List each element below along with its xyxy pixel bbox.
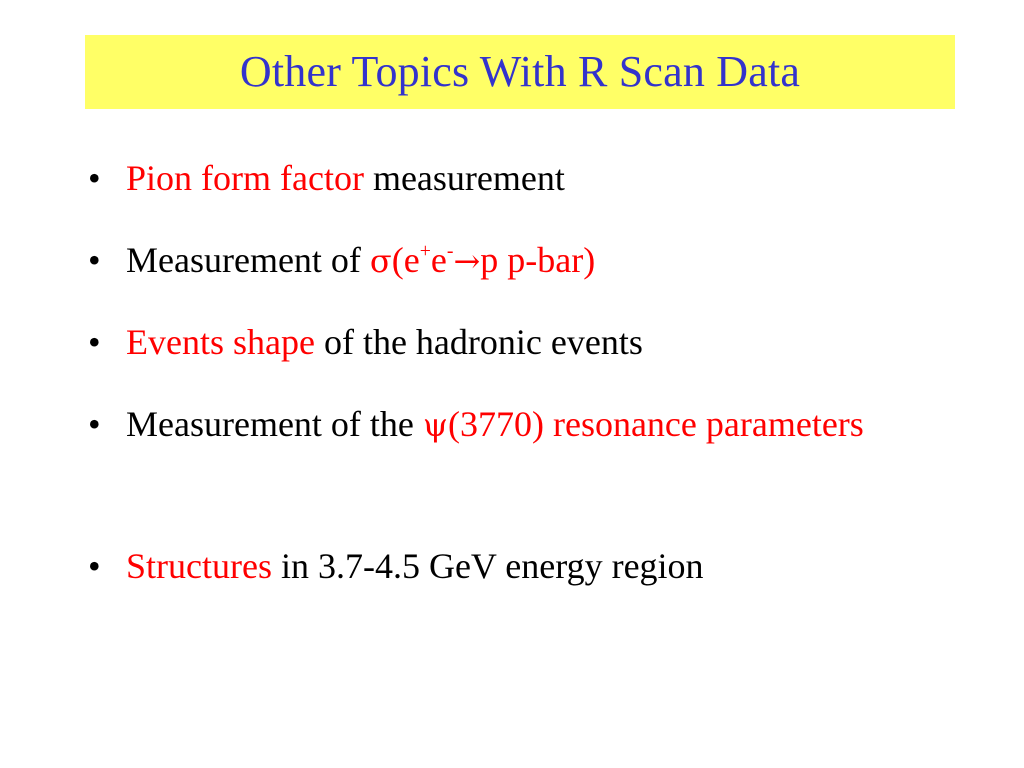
plain-text: measurement [363,158,565,198]
plain-text: of the hadronic events [314,322,643,362]
plain-text: Measurement of the [126,404,423,444]
plain-text: in 3.7-4.5 GeV energy region [271,546,704,586]
highlight-text: Pion form factor [126,158,364,198]
highlight-text: (3770) resonance parameters [448,404,864,444]
bullet-text [126,544,886,588]
psi-symbol: ψ [422,406,448,444]
bullet-glyph: • [88,322,101,362]
bullet-glyph: • [88,158,101,198]
bullet-glyph: • [88,240,101,280]
bullet-text [126,238,886,283]
formula-part: p p-bar) [480,240,596,280]
highlight-text: Structures [126,546,272,586]
superscript-plus: + [419,240,431,263]
highlight-text: Events shape [126,322,315,362]
bullet-text [126,156,886,200]
bullet-text [126,320,886,364]
plain-text: Measurement of [126,240,370,280]
arrow-symbol: → [453,242,481,280]
superscript-minus: - [446,240,454,263]
formula-part: e [430,240,447,280]
bullet-text [126,402,866,447]
sigma-symbol: σ [369,242,392,280]
formula [370,240,595,280]
bullet-glyph: • [88,404,101,444]
slide-title: Other Topics With R Scan Data [239,47,801,96]
bullet-glyph: • [88,546,101,586]
formula-part: (e [391,240,420,280]
